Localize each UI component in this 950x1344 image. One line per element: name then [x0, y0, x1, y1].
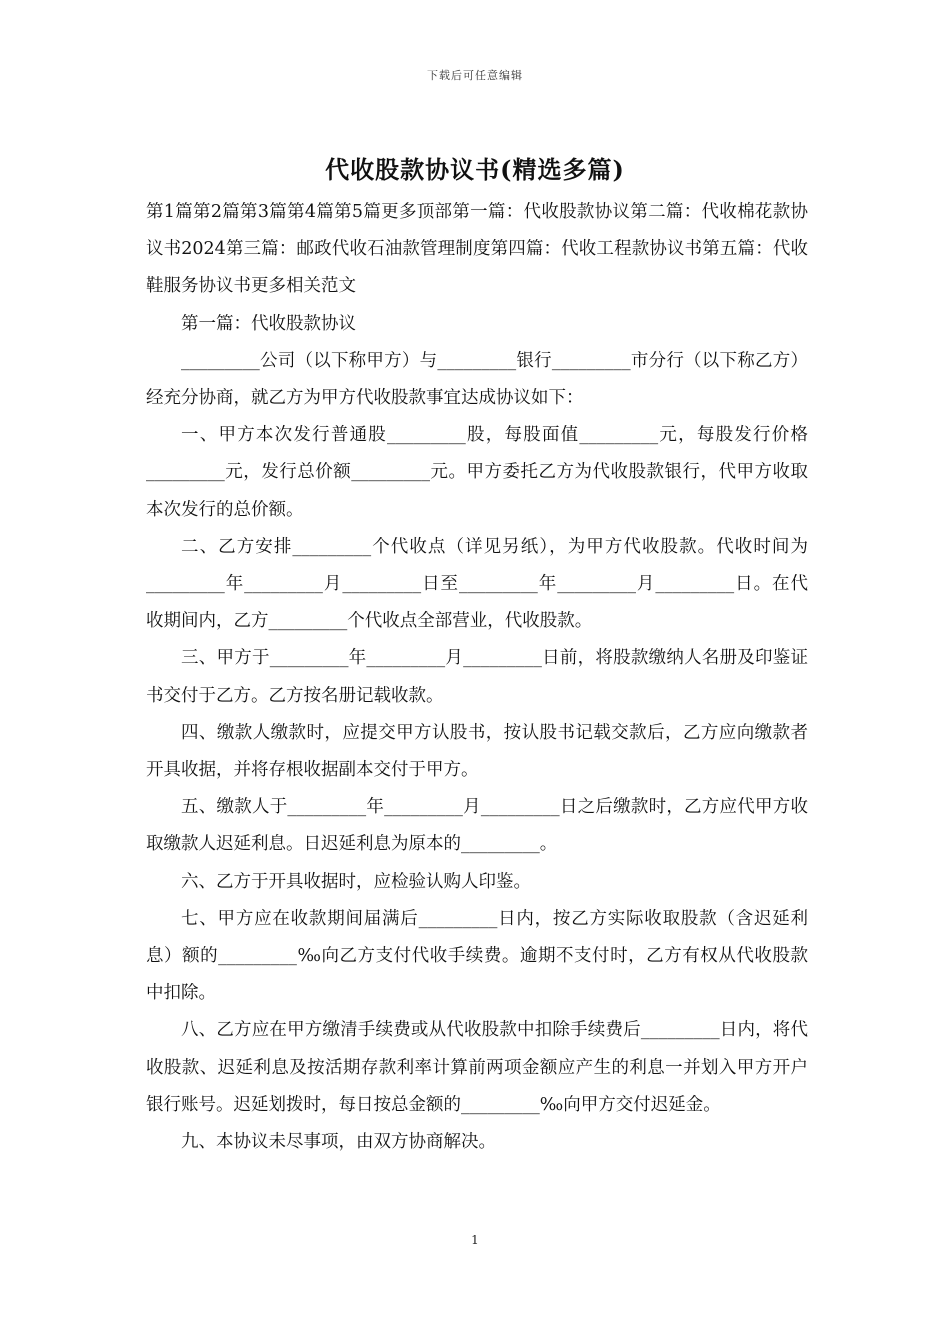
clause-8: 八、乙方应在甲方缴清手续费或从代收股款中扣除手续费后_________日内，将代收股款、迟延利息及按活期存款利率计算前两项金额应产生的利息一并划入甲方开户银行账号。迟延划拨时，每日按总金额的_________‰向甲方交付迟延金。 [146, 1020, 808, 1115]
section-heading: 第一篇：代收股款协议 [181, 313, 356, 334]
table-of-contents: 第1篇第2篇第3篇第4篇第5篇更多顶部第一篇：代收股款协议第二篇：代收棉花款协议书2024第三篇：邮政代收石油款管理制度第四篇：代收工程款协议书第五篇：代收鞋服务协议书更多相关范文 [146, 202, 808, 297]
clause-7: 七、甲方应在收款期间届满后_________日内，按乙方实际收取股款（含迟延利息）额的_________‰向乙方支付代收手续费。逾期不支付时，乙方有权从代收股款中扣除。 [146, 908, 808, 1004]
clause-9: 九、本协议未尽事项，由双方协商解决。 [181, 1132, 496, 1153]
clause-2: 二、乙方安排_________个代收点（详见另纸），为甲方代收股款。代收时间为_________年_________月_________日至_________年_________月_________日。在代收期间内，乙方_________个代收点全部营业，代收股款。 [146, 536, 808, 632]
document-title: 代收股款协议书(精选多篇) [325, 155, 625, 184]
header-note: 下载后可任意编辑 [427, 69, 523, 82]
clause-1: 一、甲方本次发行普通股_________股，每股面值_________元，每股发行价格_________元，发行总价额_________元。甲方委托乙方为代收股款银行，代甲方收取本次发行的总价额。 [146, 425, 808, 520]
clause-5: 五、缴款人于_________年_________月_________日之后缴款时，乙方应代甲方收取缴款人迟延利息。日迟延利息为原本的_________。 [146, 797, 808, 855]
paragraph-intro: _________公司（以下称甲方）与_________银行_________市分行（以下称乙方）经充分协商，就乙方为甲方代收股款事宜达成协议如下： [146, 350, 808, 409]
document-body [146, 194, 808, 1161]
page-number: 1 [471, 1233, 479, 1247]
clause-4: 四、缴款人缴款时，应提交甲方认股书，按认股书记载交款后，乙方应向缴款者开具收据，并将存根收据副本交付于甲方。 [146, 722, 808, 781]
clause-3: 三、甲方于_________年_________月_________日前，将股款缴纳人名册及印鉴证书交付于乙方。乙方按名册记载收款。 [146, 648, 808, 706]
clause-6: 六、乙方于开具收据时，应检验认购人印鉴。 [181, 871, 531, 892]
